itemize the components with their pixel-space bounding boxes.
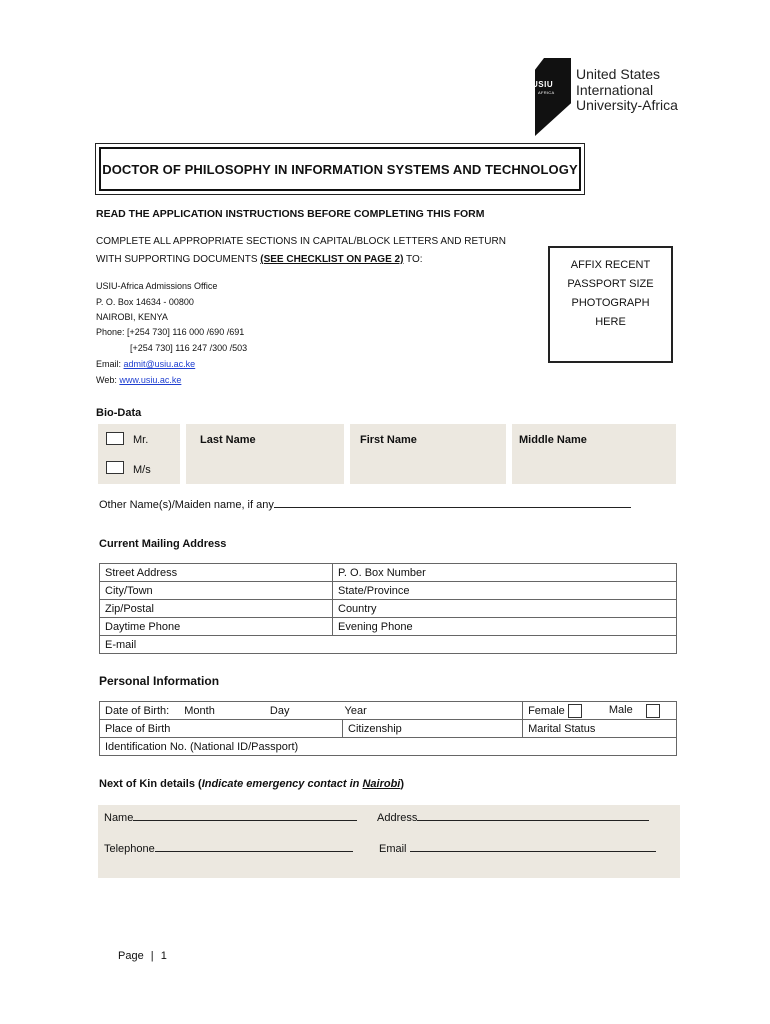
kin-telephone-row — [104, 843, 353, 855]
country-field[interactable]: Country — [333, 600, 677, 618]
title-box — [95, 143, 585, 195]
biodata-heading: Bio-Data — [96, 407, 142, 419]
address-city: NAIROBI, KENYA — [96, 312, 168, 322]
passport-photo-box — [548, 246, 673, 363]
personal-heading: Personal Information — [99, 674, 220, 688]
ms-checkbox[interactable] — [106, 461, 124, 474]
evening-phone-field[interactable]: Evening Phone — [333, 618, 677, 636]
other-names-input-line[interactable] — [274, 507, 631, 508]
personal-info-table — [99, 701, 677, 756]
address-box: P. O. Box 14634 - 00800 — [96, 297, 194, 307]
kin-email-row — [379, 843, 656, 855]
kin-name-input-line[interactable] — [133, 820, 357, 821]
logo-line-3: University-Africa — [576, 97, 678, 113]
kin-heading-italic: Indicate emergency contact in — [201, 778, 363, 790]
citizenship-field[interactable]: Citizenship — [343, 720, 523, 738]
female-checkbox[interactable] — [568, 704, 582, 718]
gender-field — [523, 702, 677, 720]
kin-name-row — [104, 812, 357, 824]
male-label: Male — [608, 704, 633, 717]
other-names-row — [99, 499, 631, 511]
kin-name-label: Name — [104, 812, 134, 824]
passport-line-3: PHOTOGRAPH — [571, 297, 650, 309]
mailing-address-table — [99, 563, 677, 654]
kin-heading-suffix: ) — [400, 778, 405, 790]
middle-name-cell[interactable] — [512, 424, 676, 484]
middle-name-label: Middle Name — [519, 434, 587, 446]
page-footer — [118, 950, 167, 962]
first-name-label: First Name — [360, 434, 417, 446]
passport-line-1: AFFIX RECENT — [570, 259, 651, 271]
instructions-line-1: COMPLETE ALL APPROPRIATE SECTIONS IN CAPITAL/BLOCK LETTERS AND RETURN — [96, 236, 506, 247]
female-label: Female — [528, 704, 565, 717]
male-checkbox[interactable] — [646, 704, 660, 718]
address-web-row — [96, 375, 181, 385]
mailing-email-field[interactable]: E-mail — [100, 636, 677, 654]
zip-field[interactable]: Zip/Postal — [100, 600, 333, 618]
city-field[interactable]: City/Town — [100, 582, 333, 600]
email-label: Email: — [96, 359, 124, 369]
kin-heading-city: Nairobi — [362, 778, 401, 790]
kin-telephone-label: Telephone — [104, 843, 155, 855]
logo-mark-subtext: AFRICA — [538, 90, 555, 95]
identification-field[interactable]: Identification No. (National ID/Passport) — [100, 738, 677, 756]
address-phone-2: [+254 730] 116 247 /300 /503 — [130, 343, 248, 353]
logo-mark-text: USIU — [532, 80, 554, 89]
mr-checkbox[interactable] — [106, 432, 124, 445]
kin-heading — [99, 778, 404, 790]
logo-wordmark — [576, 67, 678, 114]
address-email-row — [96, 359, 195, 369]
kin-heading-prefix: Next of Kin details ( — [99, 778, 202, 790]
checklist-reference: (SEE CHECKLIST ON PAGE 2) — [260, 254, 404, 265]
kin-address-row — [377, 812, 649, 824]
kin-address-input-line[interactable] — [417, 820, 649, 821]
first-name-cell[interactable] — [350, 424, 506, 484]
usiu-logo-mark — [535, 58, 571, 136]
street-address-field[interactable]: Street Address — [100, 564, 333, 582]
document-title: DOCTOR OF PHILOSOPHY IN INFORMATION SYSTEMS AND TECHNOLOGY — [99, 147, 581, 191]
daytime-phone-field[interactable]: Daytime Phone — [100, 618, 333, 636]
dob-day-label: Day — [269, 704, 290, 717]
instructions-line-2-suffix: TO: — [403, 254, 423, 265]
website-link[interactable]: www.usiu.ac.ke — [119, 375, 182, 385]
logo-line-2: International — [576, 81, 654, 98]
dob-label: Date of Birth: — [105, 704, 170, 717]
admissions-email-link[interactable]: admit@usiu.ac.ke — [123, 359, 196, 369]
last-name-label: Last Name — [200, 434, 256, 446]
mr-label: Mr. — [133, 434, 149, 446]
kin-telephone-input-line[interactable] — [155, 851, 353, 852]
instructions-line-2 — [96, 254, 423, 265]
page-number: 1 — [160, 950, 167, 962]
instructions-heading: READ THE APPLICATION INSTRUCTIONS BEFORE COMPLETING THIS FORM — [96, 208, 485, 220]
mailing-heading: Current Mailing Address — [99, 538, 227, 550]
passport-line-4: HERE — [595, 316, 626, 328]
ms-label: M/s — [133, 464, 151, 476]
other-names-label: Other Name(s)/Maiden name, if any — [99, 499, 274, 511]
logo-line-1: United States — [576, 66, 661, 82]
marital-status-field[interactable]: Marital Status — [523, 720, 677, 738]
place-of-birth-field[interactable]: Place of Birth — [100, 720, 343, 738]
po-box-field[interactable]: P. O. Box Number — [333, 564, 677, 582]
page-separator: | — [150, 950, 154, 962]
kin-email-label: Email — [379, 843, 407, 855]
kin-email-input-line[interactable] — [410, 851, 656, 852]
kin-address-label: Address — [377, 812, 418, 824]
instructions-line-2-prefix: WITH SUPPORTING DOCUMENTS — [96, 254, 261, 265]
last-name-cell[interactable] — [186, 424, 344, 484]
address-phone-1: Phone: [+254 730] 116 000 /690 /691 — [96, 327, 245, 337]
state-field[interactable]: State/Province — [333, 582, 677, 600]
dob-month-label: Month — [184, 704, 215, 717]
dob-year-label: Year — [344, 704, 367, 717]
passport-line-2: PASSPORT SIZE — [567, 278, 654, 290]
date-of-birth-field[interactable] — [100, 702, 523, 720]
web-label: Web: — [96, 375, 120, 385]
page-label: Page — [118, 950, 144, 962]
address-office: USIU-Africa Admissions Office — [96, 281, 218, 291]
